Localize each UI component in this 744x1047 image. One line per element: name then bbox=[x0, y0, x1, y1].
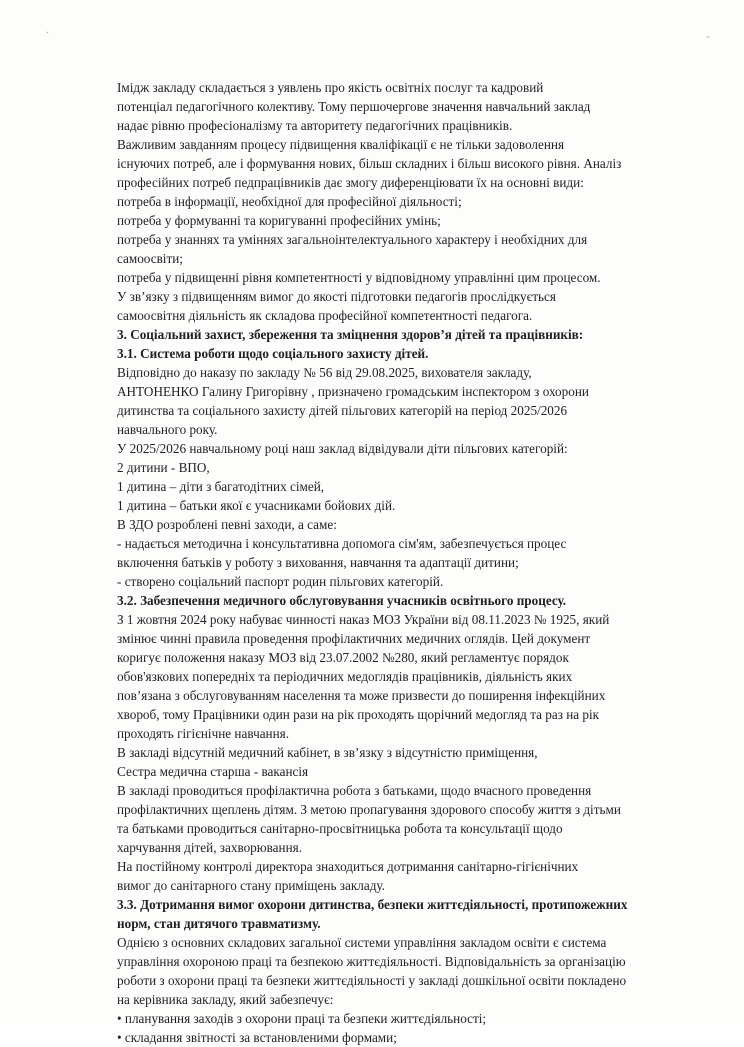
text-line: включення батьків у роботу з виховання, навчання та адаптації дитини; bbox=[117, 555, 519, 570]
text-line: • планування заходів з охорони праці та безпеки життєдіяльності; bbox=[117, 1011, 487, 1026]
text-line: профілактичних щеплень дітям. З метою пропагування здорового способу життя з дітьми bbox=[117, 802, 621, 817]
text-line: потреба в інформації, необхідної для професійної діяльності; bbox=[117, 194, 462, 209]
text-line: потенціал педагогічного колективу. Тому першочергове значення навчальний заклад bbox=[117, 99, 591, 114]
text-line: Імідж закладу складається з уявлень про якість освітніх послуг та кадровий bbox=[117, 80, 544, 95]
text-line: • складання звітності за встановленими формами; bbox=[117, 1030, 397, 1045]
text-line: В закладі відсутній медичний кабінет, в зв’язку з відсутністю приміщення, bbox=[117, 745, 538, 760]
text-line: дитинства та соціального захисту дітей пільгових категорій на період 2025/2026 bbox=[117, 403, 568, 418]
text-line: 2 дитини - ВПО, bbox=[117, 460, 210, 475]
text-line: У 2025/2026 навчальному році наш заклад відвідували діти пільгових категорій: bbox=[117, 441, 568, 456]
text-line: На постійному контролі директора знаходиться дотримання санітарно-гігієнічних bbox=[117, 859, 579, 874]
section-heading-line: 3. Соціальний захист, збереження та зміцнення здоров’я дітей та працівників: bbox=[117, 327, 584, 342]
text-line: самоосвіти; bbox=[117, 251, 183, 266]
text-line: 1 дитина – батьки якої є учасниками бойових дій. bbox=[117, 498, 396, 513]
text-line: Сестра медична старша - вакансія bbox=[117, 764, 309, 779]
text-line: та батьками проводиться санітарно-просвітницька робота та консультації щодо bbox=[117, 821, 563, 836]
section-heading-line: 3.2. Забезпечення медичного обслуговування учасників освітнього процесу. bbox=[117, 593, 567, 608]
text-line: коригує положення наказу МОЗ від 23.07.2002 №280, який регламентує порядок bbox=[117, 650, 569, 665]
text-line: змінює чинні правила проведення профілактичних медичних оглядів. Цей документ bbox=[117, 631, 591, 646]
text-line: В ЗДО розроблені певні заходи, а саме: bbox=[117, 517, 337, 532]
text-line: надає рівню професіоналізму та авторитету педагогічних працівників. bbox=[117, 118, 513, 133]
text-line: існуючих потреб, але і формування нових, більш складних і більш високого рівня. Аналіз bbox=[117, 156, 622, 171]
scan-speck: · bbox=[46, 28, 50, 39]
text-line: 1 дитина – діти з багатодітних сімей, bbox=[117, 479, 325, 494]
section-heading-line: 3.3. Дотримання вимог охорони дитинства, безпеки життєдіяльності, протипожежних bbox=[117, 897, 628, 912]
section-heading-line: 3.1. Система роботи щодо соціального захисту дітей. bbox=[117, 346, 429, 361]
scan-speck: - bbox=[706, 32, 710, 43]
text-line: З 1 жовтня 2024 року набуває чинності наказ МОЗ України від 08.11.2023 № 1925, який bbox=[117, 612, 610, 627]
text-line: обов'язкових попередніх та періодичних медоглядів працівників, діяльність яких bbox=[117, 669, 573, 684]
document-body bbox=[117, 78, 672, 1047]
text-line: самоосвітня діяльність як складова професійної компетентності педагога. bbox=[117, 308, 533, 323]
text-line: хвороб, тому Працівники один рази на рік проходять щорічний медогляд та раз на рік bbox=[117, 707, 600, 722]
text-line: вимог до санітарного стану приміщень закладу. bbox=[117, 878, 385, 893]
text-line: Важливим завданням процесу підвищення кваліфікації є не тільки задоволення bbox=[117, 137, 565, 152]
text-line: управління охороною праці та безпекою життєдіяльності. Відповідальність за організацію bbox=[117, 954, 626, 969]
text-line: харчування дітей, захворювання. bbox=[117, 840, 303, 855]
section-heading-line: норм, стан дитячого травматизму. bbox=[117, 916, 321, 931]
text-line: В закладі проводиться профілактична робота з батьками, щодо вчасного проведення bbox=[117, 783, 592, 798]
text-line: пов’язана з обслуговуванням населення та може призвести до поширення інфекційних bbox=[117, 688, 606, 703]
text-line: потреба у формуванні та коригуванні професійних умінь; bbox=[117, 213, 441, 228]
text-line: АНТОНЕНКО Галину Григорівну , призначено громадським інспектором з охорони bbox=[117, 384, 589, 399]
text-line: Однією з основних складових загальної системи управління закладом освіти є система bbox=[117, 935, 607, 950]
text-line: потреба у підвищенні рівня компетентності у відповідному управлінні цим процесом. bbox=[117, 270, 601, 285]
text-line: У зв’язку з підвищенням вимог до якості підготовки педагогів прослідкується bbox=[117, 289, 556, 304]
text-line: - створено соціальний паспорт родин пільгових категорій. bbox=[117, 574, 444, 589]
text-line: Відповідно до наказу по закладу № 56 від 29.08.2025, вихователя закладу, bbox=[117, 365, 532, 380]
text-line: навчального року. bbox=[117, 422, 218, 437]
text-line: потреба у знаннях та уміннях загальноінтелектуального характеру і необхідних для bbox=[117, 232, 588, 247]
text-line: проходять гігієнічне навчання. bbox=[117, 726, 290, 741]
text-line: - надається методична і консультативна допомога сім'ям, забезпечується процес bbox=[117, 536, 567, 551]
text-line: роботи з охорони праці та безпеки життєдіяльності у закладі дошкільної освіти покладено bbox=[117, 973, 627, 988]
text-line: професійних потреб педпрацівників дає змогу диференціювати їх на основні види: bbox=[117, 175, 584, 190]
text-line: на керівника закладу, який забезпечує: bbox=[117, 992, 334, 1007]
